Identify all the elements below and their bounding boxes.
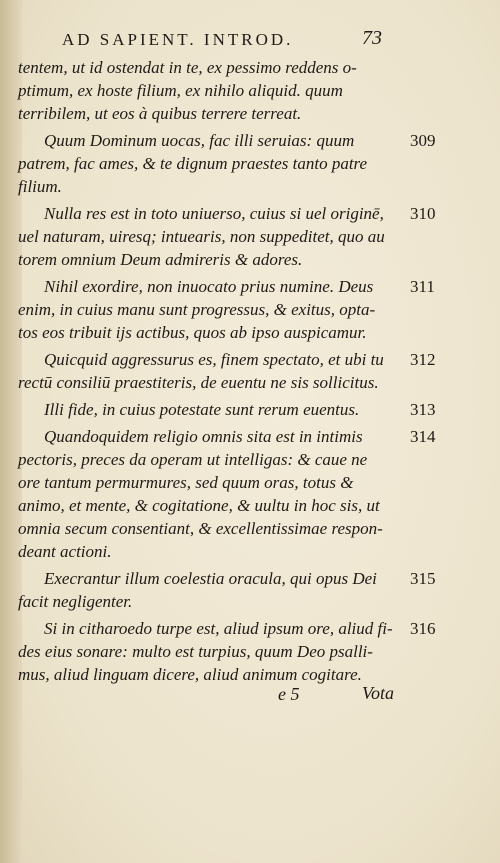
text-line: Quicquid aggressurus es, finem spectato, et ubi tu [44,350,384,369]
sentence-entry [18,275,435,344]
text-line: filium. [18,177,62,196]
sentence-number: 309 [410,131,436,150]
text-line: omnia secum consentiant, & excellentissimae respon- [18,519,383,538]
text-line: facit negligenter. [18,592,133,611]
text-line: Illi fide, in cuius potestate sunt rerum euentus. [44,400,360,419]
sentence-number: 310 [410,204,436,223]
signature-mark: e 5 [278,684,300,704]
sentence-entry [18,567,436,613]
text-line: patrem, fac ames, & te dignum praestes tanto patre [18,154,368,173]
sentence-number: 312 [410,350,436,369]
sentence-number: 311 [410,277,435,296]
sentence-number: 313 [410,400,436,419]
sentence-number: 314 [410,427,436,446]
text-line: ore tantum permurmures, sed quum oras, totus & [18,473,354,492]
sentence-number: 315 [410,569,436,588]
sentence-entry [18,425,436,563]
text-line: deant actioni. [18,542,112,561]
sentence-entry [18,617,436,686]
text-line: pectoris, preces da operam ut intelligas: & caue ne [18,450,368,469]
main-text [18,56,436,686]
sentence-entry [18,398,436,421]
sentence-entry [18,129,436,198]
catchword: Vota [362,683,395,703]
text-line: animo, et mente, & cogitatione, & uultu in hoc sis, ut [18,496,380,515]
text-line: tentem, ut id ostendat in te, ex pessimo reddens o- [18,58,357,77]
text-line: terribilem, ut eos à quibus terrere terreat. [18,104,302,123]
sentence-entry [18,348,436,394]
text-line: des eius sonare: multo est turpius, quum Deo psalli- [18,642,373,661]
text-line: Nihil exordire, non inuocato prius numine. Deus [44,277,374,296]
text-line: Quum Dominum uocas, fac illi seruias: quum [44,131,355,150]
text-line: uel naturam, uiresq; intuearis, non suppeditet, quo au [18,227,385,246]
text-line: Si in citharoedo turpe est, aliud ipsum ore, aliud fi- [44,619,393,638]
sentence-entry [18,202,436,271]
text-line: torem omnium Deum admireris & adores. [18,250,303,269]
text-line: ptimum, ex hoste filium, ex nihilo aliquid. quum [18,81,343,100]
sentence-number: 316 [410,619,436,638]
text-line: rectū consiliū praestiteris, de euentu ne sis sollicitus. [18,373,379,392]
text-line: mus, aliud linguam dicere, aliud animum cogitare. [18,665,362,684]
text-line: Nulla res est in toto uniuerso, cuius si uel originē, [44,204,384,223]
text-line: Quandoquidem religio omnis sita est in intimis [44,427,363,446]
page-number: 73 [362,27,382,49]
text-line: enim, in cuius manu sunt progressus, & exitus, opta- [18,300,376,319]
running-head: AD SAPIENT. INTROD. [62,30,294,49]
text-line: tos eos tribuit ijs actibus, quos ab ipso auspicamur. [18,323,367,342]
text-line: Execrantur illum coelestia oracula, qui opus Dei [44,569,377,588]
